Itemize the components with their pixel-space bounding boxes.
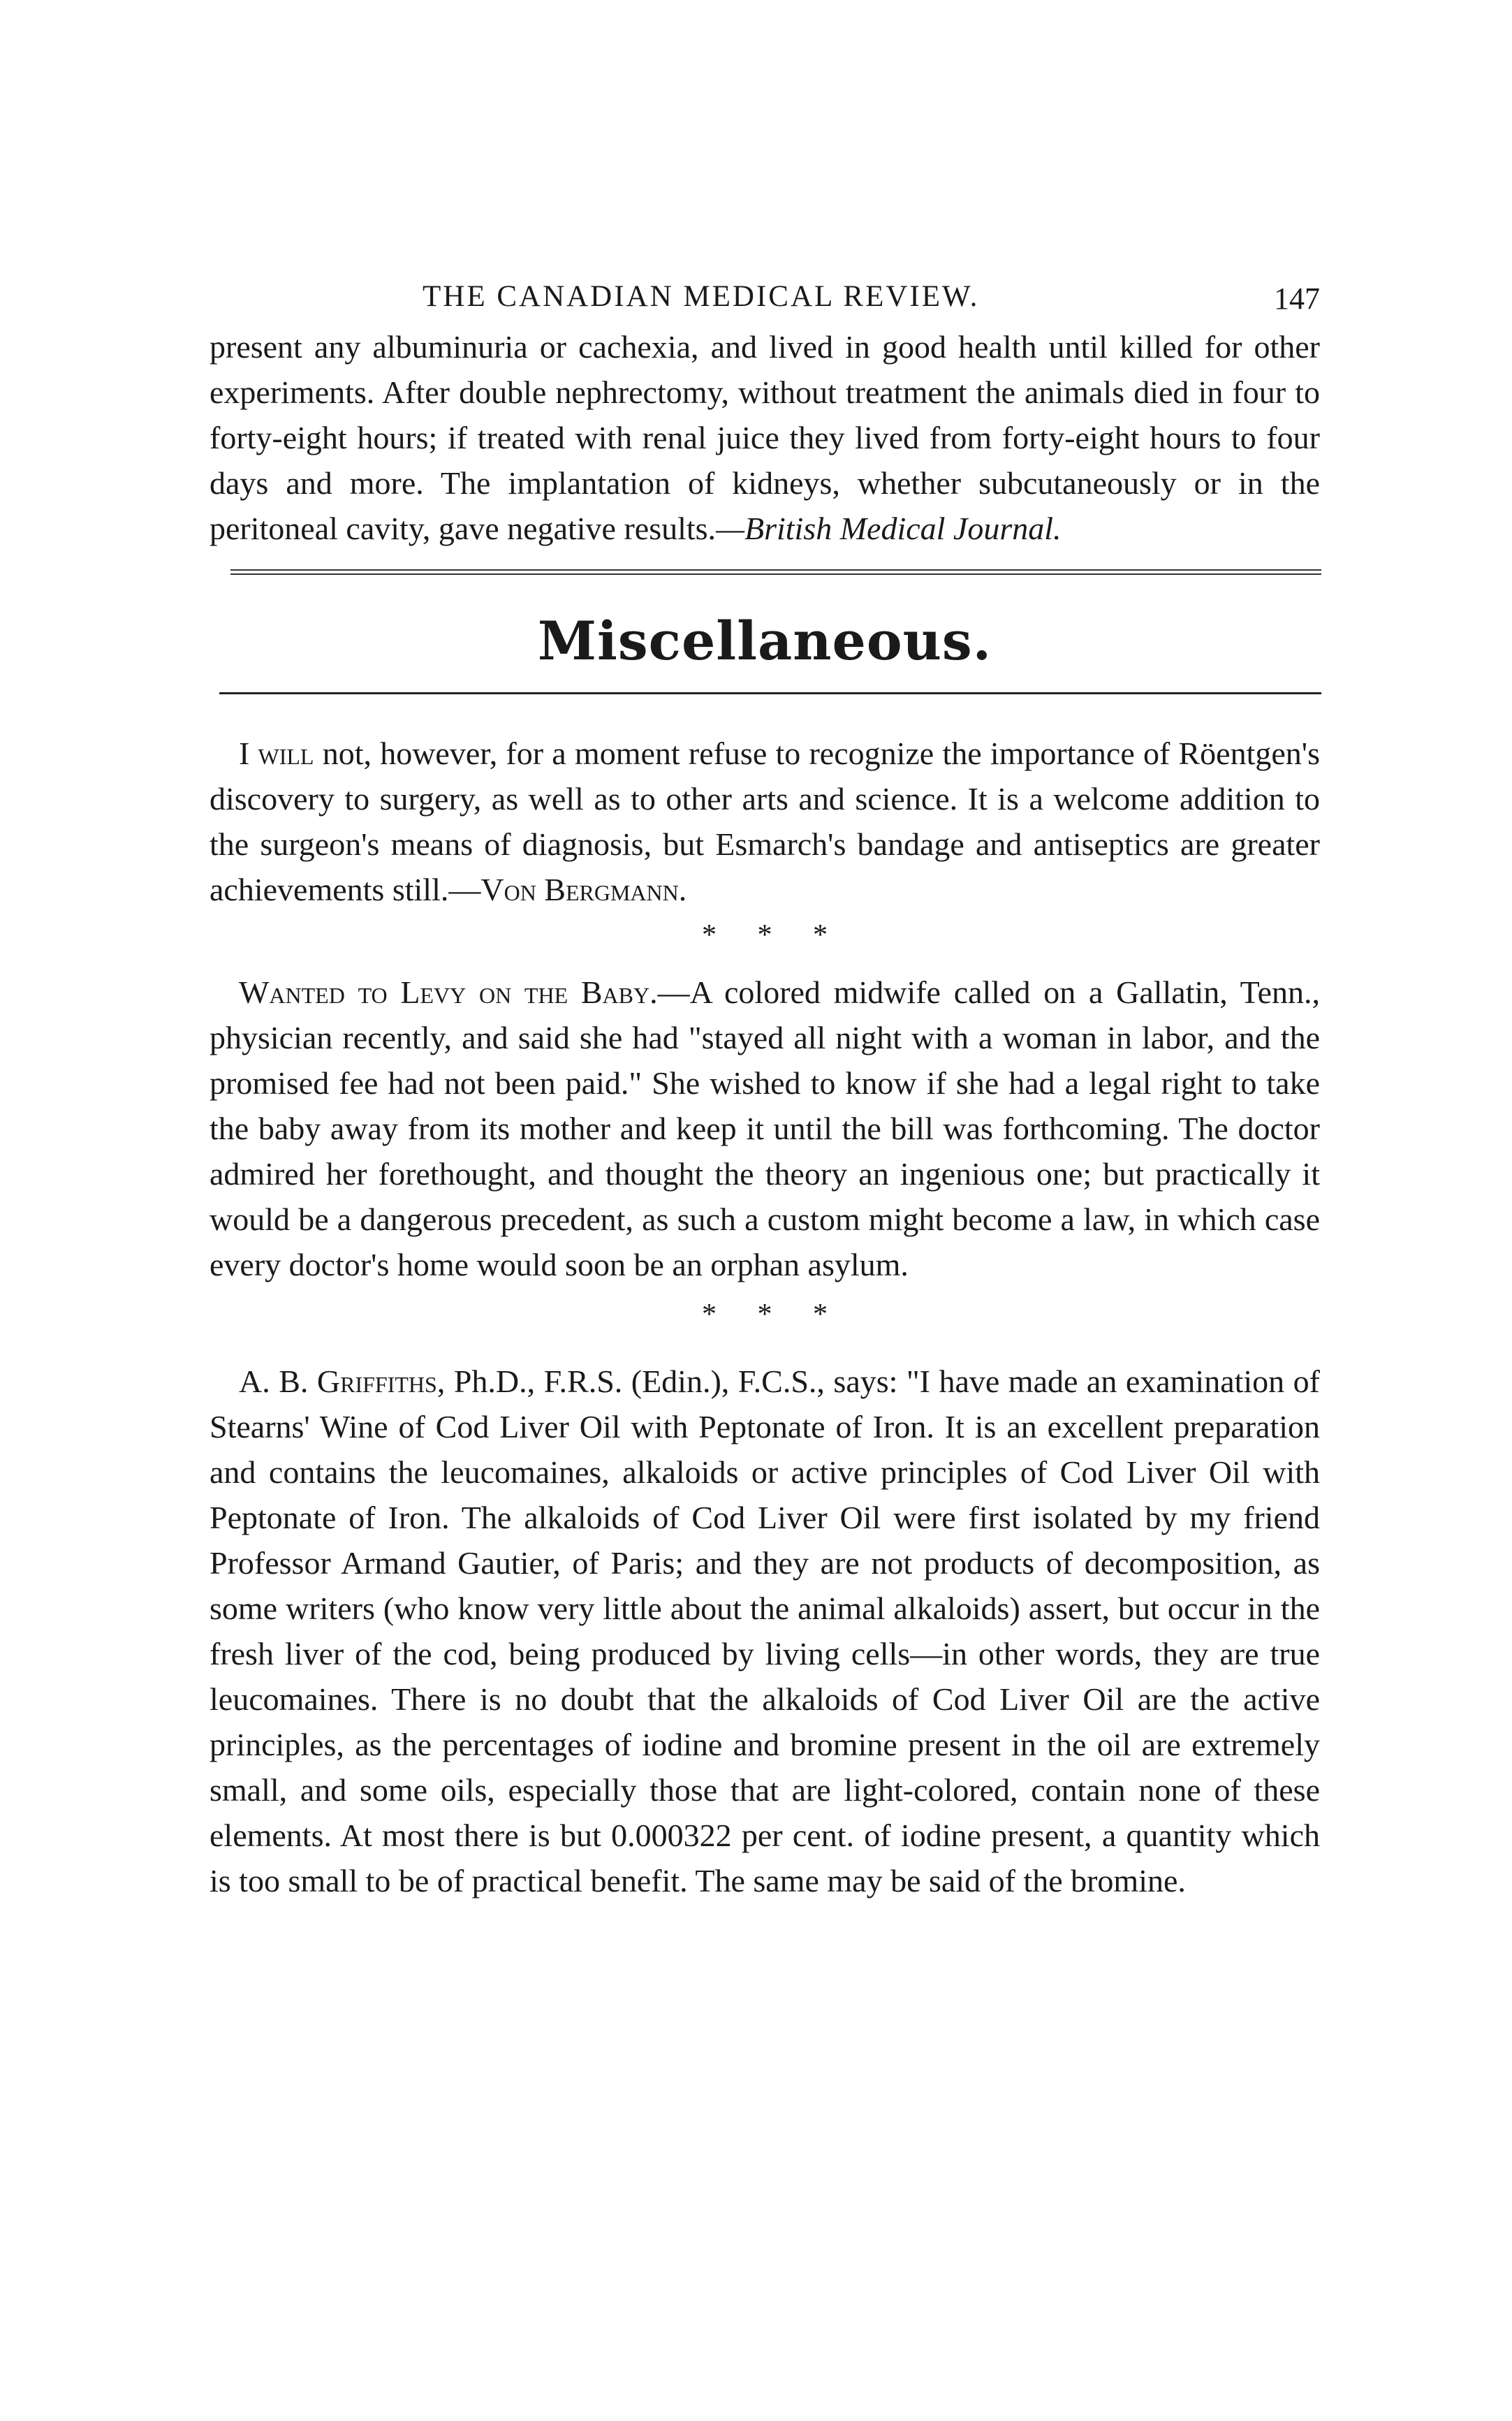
running-header [210,279,1320,324]
item-lead: I will [239,736,314,771]
item-lead-prefix: A. B. [239,1363,317,1399]
continued-text: present any albuminuria or cachexia, and lived in good health until killed for other experiments. After double nephrectomy, without treatment the animals died in four to forty-eight hours; if treated with renal juice they lived from forty-eight hours to four days and more. The implantation of kidneys, whether subcutaneously or in the peritoneal cavity, gave negative results. [210,329,1320,546]
item-griffiths [210,1359,1320,1903]
asterism-separator: * * * [702,1299,844,1331]
item-wanted-to-levy [210,970,1320,1287]
section-heading: Miscellaneous. [537,610,992,672]
running-title: THE CANADIAN MEDICAL REVIEW. [423,280,980,313]
page [210,279,1320,1903]
continued-paragraph [210,324,1320,551]
item-text: not, however, for a moment refuse to recognize the importance of Röentgen's discovery to surgery, as well as to other arts and science. It is a welcome addition to the surgeon's means of diagnosis, but Esmarch's bandage and antiseptics are greater achievements still.— [210,736,1320,907]
item-text: Ph.D., F.R.S. (Edin.), F.C.S., says: "I have made an examination of Stearns' Wine of Cod Liver Oil with Peptonate of Iron. It is an excellent preparation and contains the leucomaines, alkaloids or active principles of Cod Liver Oil with Peptonate of Iron. The alkaloids of Cod Liver Oil were first isolated by my friend Professor Armand Gautier, of Paris; and they are not products of decomposition, as some writers (who know very little about the animal alkaloids) assert, but occur in the fresh liver of the cod, being produced by living cells—in other words, they are true leucomaines. There is no doubt that the alkaloids of Cod Liver Oil are the active principles, as the percentages of iodine and bromine present in the oil are extremely small, and some oils, especially those that are light-colored, contain none of these elements. At most there is but 0.000322 per cent. of iodine present, a quantity which is too small to be of practical benefit. The same may be said of the bromine. [210,1363,1320,1899]
page-number: 147 [1274,281,1320,316]
item-attribution: Von Bergmann. [480,872,687,907]
asterism-separator: * * * [702,919,844,951]
item-lead: Wanted to Levy on the Baby. [239,974,658,1010]
item-vonbergmann [210,731,1320,912]
item-lead: Griffiths, [316,1363,446,1399]
section-divider-double [230,569,1321,575]
source-citation: —British Medical Journal. [716,511,1062,546]
section-divider [219,692,1321,694]
item-text: —A colored midwife called on a Gallatin, Tenn., physician recently, and said she had "stayed all night with a woman in labor, and the promised fee had not been paid." She wished to know if she had a legal right to take the baby away from its mother and keep it until the bill was forthcoming. The doctor admired her forethought, and thought the theory an ingenious one; but practically it would be a dangerous precedent, as such a custom might become a law, in which case every doctor's home would soon be an orphan asylum. [210,974,1320,1282]
